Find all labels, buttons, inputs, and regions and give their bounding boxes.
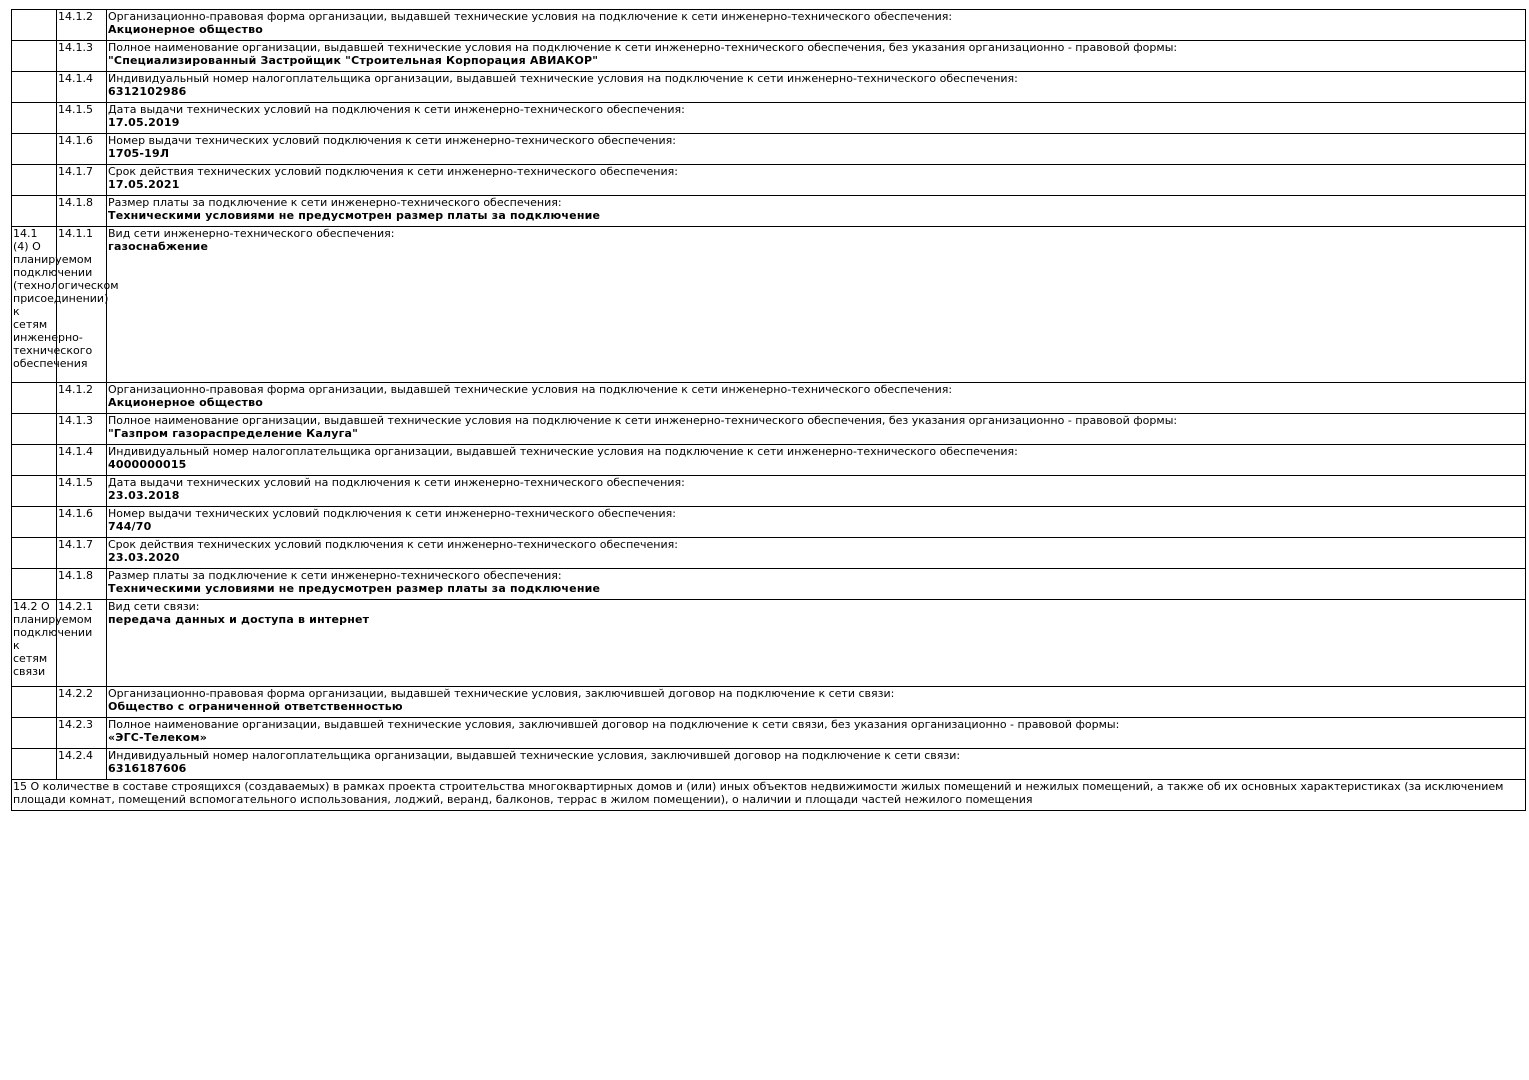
field-value: 744/70 bbox=[108, 520, 152, 533]
section-cell bbox=[12, 103, 57, 134]
row-content bbox=[107, 41, 1526, 72]
row-number: 14.1.8 bbox=[57, 196, 107, 227]
table-row bbox=[12, 507, 1526, 538]
section-cell bbox=[12, 10, 57, 41]
field-value: 23.03.2018 bbox=[108, 489, 180, 502]
field-value: Техническими условиями не предусмотрен размер платы за подключение bbox=[108, 209, 601, 222]
section-15-title: 15 О количестве в составе строящихся (создаваемых) в рамках проекта строительства многоквартирных домов и (или) иных объектов недвижимости жилых помещений и нежилых помещений, а также об их основных характеристиках (за исключением площади комнат, помещений вспомогательного использования, лоджий, веранд, балконов, террас в жилом помещении), о наличии и площади частей нежилого помещения bbox=[12, 780, 1526, 811]
table-row bbox=[12, 10, 1526, 41]
field-label: Номер выдачи технических условий подключения к сети инженерно-технического обеспечения: bbox=[108, 134, 676, 147]
section-15-row bbox=[12, 780, 1526, 811]
row-number: 14.1.4 bbox=[57, 72, 107, 103]
section-cell bbox=[12, 72, 57, 103]
section-cell bbox=[12, 445, 57, 476]
section-row-utility-connection bbox=[12, 227, 1526, 383]
section-cell bbox=[12, 718, 57, 749]
field-label: Вид сети связи: bbox=[108, 600, 200, 613]
table-row bbox=[12, 414, 1526, 445]
field-label: Индивидуальный номер налогоплательщика организации, выдавшей технические условия на подключение к сети инженерно-технического обеспечения: bbox=[108, 72, 1018, 85]
field-label: Организационно-правовая форма организации, выдавшей технические условия на подключение к сети инженерно-технического обеспечения: bbox=[108, 383, 953, 396]
field-label: Номер выдачи технических условий подключения к сети инженерно-технического обеспечения: bbox=[108, 507, 676, 520]
section-cell bbox=[12, 383, 57, 414]
field-label: Организационно-правовая форма организации, выдавшей технические условия на подключение к сети инженерно-технического обеспечения: bbox=[108, 10, 953, 23]
row-content bbox=[107, 538, 1526, 569]
row-number: 14.1.2 bbox=[57, 383, 107, 414]
row-number: 14.1.4 bbox=[57, 445, 107, 476]
row-content bbox=[107, 718, 1526, 749]
row-number: 14.1.5 bbox=[57, 476, 107, 507]
row-content bbox=[107, 445, 1526, 476]
table-row bbox=[12, 718, 1526, 749]
field-value: 6316187606 bbox=[108, 762, 187, 775]
row-content bbox=[107, 476, 1526, 507]
field-label: Организационно-правовая форма организации, выдавшей технические условия, заключившей договор на подключение к сети связи: bbox=[108, 687, 895, 700]
section-cell bbox=[12, 476, 57, 507]
field-value: Общество с ограниченной ответственностью bbox=[108, 700, 403, 713]
field-label: Дата выдачи технических условий на подключения к сети инженерно-технического обеспечения: bbox=[108, 103, 685, 116]
field-label: Размер платы за подключение к сети инженерно-технического обеспечения: bbox=[108, 569, 562, 582]
section-cell bbox=[12, 538, 57, 569]
row-content bbox=[107, 196, 1526, 227]
row-content bbox=[107, 165, 1526, 196]
row-number: 14.1.8 bbox=[57, 569, 107, 600]
row-content bbox=[107, 414, 1526, 445]
field-value: 17.05.2021 bbox=[108, 178, 180, 191]
field-label: Срок действия технических условий подключения к сети инженерно-технического обеспечения: bbox=[108, 165, 678, 178]
section-cell bbox=[12, 687, 57, 718]
row-number: 14.1.1 bbox=[57, 227, 107, 383]
row-number: 14.2.3 bbox=[57, 718, 107, 749]
field-label: Размер платы за подключение к сети инженерно-технического обеспечения: bbox=[108, 196, 562, 209]
row-content bbox=[107, 687, 1526, 718]
field-label: Полное наименование организации, выдавшей технические условия на подключение к сети инженерно-технического обеспечения, без указания организационно - правовой формы: bbox=[108, 414, 1178, 427]
row-number: 14.2.4 bbox=[57, 749, 107, 780]
row-number: 14.1.6 bbox=[57, 134, 107, 165]
field-value: Акционерное общество bbox=[108, 396, 264, 409]
row-number: 14.1.5 bbox=[57, 103, 107, 134]
table-row bbox=[12, 103, 1526, 134]
section-title: 14.1 (4) О планируемом подключении (технологическом присоединении) к сетям инженерно-технического обеспечения bbox=[12, 227, 57, 383]
table-row bbox=[12, 445, 1526, 476]
table-row bbox=[12, 538, 1526, 569]
field-value: Техническими условиями не предусмотрен размер платы за подключение bbox=[108, 582, 601, 595]
section-cell bbox=[12, 749, 57, 780]
field-label: Вид сети инженерно-технического обеспечения: bbox=[108, 227, 395, 240]
row-number: 14.1.3 bbox=[57, 41, 107, 72]
field-value: 1705-19Л bbox=[108, 147, 170, 160]
field-label: Индивидуальный номер налогоплательщика организации, выдавшей технические условия на подключение к сети инженерно-технического обеспечения: bbox=[108, 445, 1018, 458]
field-value: "Специализированный Застройщик "Строительная Корпорация АВИАКОР" bbox=[108, 54, 599, 67]
section-cell bbox=[12, 196, 57, 227]
table-row bbox=[12, 569, 1526, 600]
row-content bbox=[107, 383, 1526, 414]
row-number: 14.2.1 bbox=[57, 600, 107, 687]
field-value: 4000000015 bbox=[108, 458, 187, 471]
section-title: 14.2 О планируемом подключении к сетям связи bbox=[12, 600, 57, 687]
row-content bbox=[107, 507, 1526, 538]
row-content bbox=[107, 72, 1526, 103]
table-row bbox=[12, 165, 1526, 196]
row-number: 14.1.2 bbox=[57, 10, 107, 41]
section-cell bbox=[12, 134, 57, 165]
disclosure-table bbox=[11, 9, 1526, 811]
row-number: 14.1.7 bbox=[57, 538, 107, 569]
table-row bbox=[12, 196, 1526, 227]
field-label: Полное наименование организации, выдавшей технические условия на подключение к сети инженерно-технического обеспечения, без указания организационно - правовой формы: bbox=[108, 41, 1178, 54]
row-number: 14.1.3 bbox=[57, 414, 107, 445]
section-cell bbox=[12, 569, 57, 600]
row-number: 14.1.6 bbox=[57, 507, 107, 538]
field-label: Полное наименование организации, выдавшей технические условия, заключившей договор на подключение к сети связи, без указания организационно - правовой формы: bbox=[108, 718, 1120, 731]
field-label: Дата выдачи технических условий на подключения к сети инженерно-технического обеспечения: bbox=[108, 476, 685, 489]
table-row bbox=[12, 687, 1526, 718]
table-row bbox=[12, 72, 1526, 103]
field-value: газоснабжение bbox=[108, 240, 209, 253]
field-value: "Газпром газораспределение Калуга" bbox=[108, 427, 359, 440]
table-row bbox=[12, 383, 1526, 414]
section-cell bbox=[12, 507, 57, 538]
table-row bbox=[12, 134, 1526, 165]
section-cell bbox=[12, 414, 57, 445]
field-label: Индивидуальный номер налогоплательщика организации, выдавшей технические условия, заключившей договор на подключение к сети связи: bbox=[108, 749, 961, 762]
row-content bbox=[107, 569, 1526, 600]
field-value: «ЭГС-Телеком» bbox=[108, 731, 208, 744]
row-content bbox=[107, 103, 1526, 134]
row-content bbox=[107, 600, 1526, 687]
table-row bbox=[12, 476, 1526, 507]
field-value: передача данных и доступа в интернет bbox=[108, 613, 370, 626]
table-row bbox=[12, 41, 1526, 72]
row-number: 14.1.7 bbox=[57, 165, 107, 196]
table-row bbox=[12, 749, 1526, 780]
field-label: Срок действия технических условий подключения к сети инженерно-технического обеспечения: bbox=[108, 538, 678, 551]
row-content bbox=[107, 134, 1526, 165]
field-value: Акционерное общество bbox=[108, 23, 264, 36]
row-content bbox=[107, 227, 1526, 383]
field-value: 23.03.2020 bbox=[108, 551, 180, 564]
section-row-communication-networks bbox=[12, 600, 1526, 687]
section-cell bbox=[12, 41, 57, 72]
section-cell bbox=[12, 165, 57, 196]
row-content bbox=[107, 10, 1526, 41]
row-number: 14.2.2 bbox=[57, 687, 107, 718]
field-value: 6312102986 bbox=[108, 85, 187, 98]
field-value: 17.05.2019 bbox=[108, 116, 180, 129]
row-content bbox=[107, 749, 1526, 780]
